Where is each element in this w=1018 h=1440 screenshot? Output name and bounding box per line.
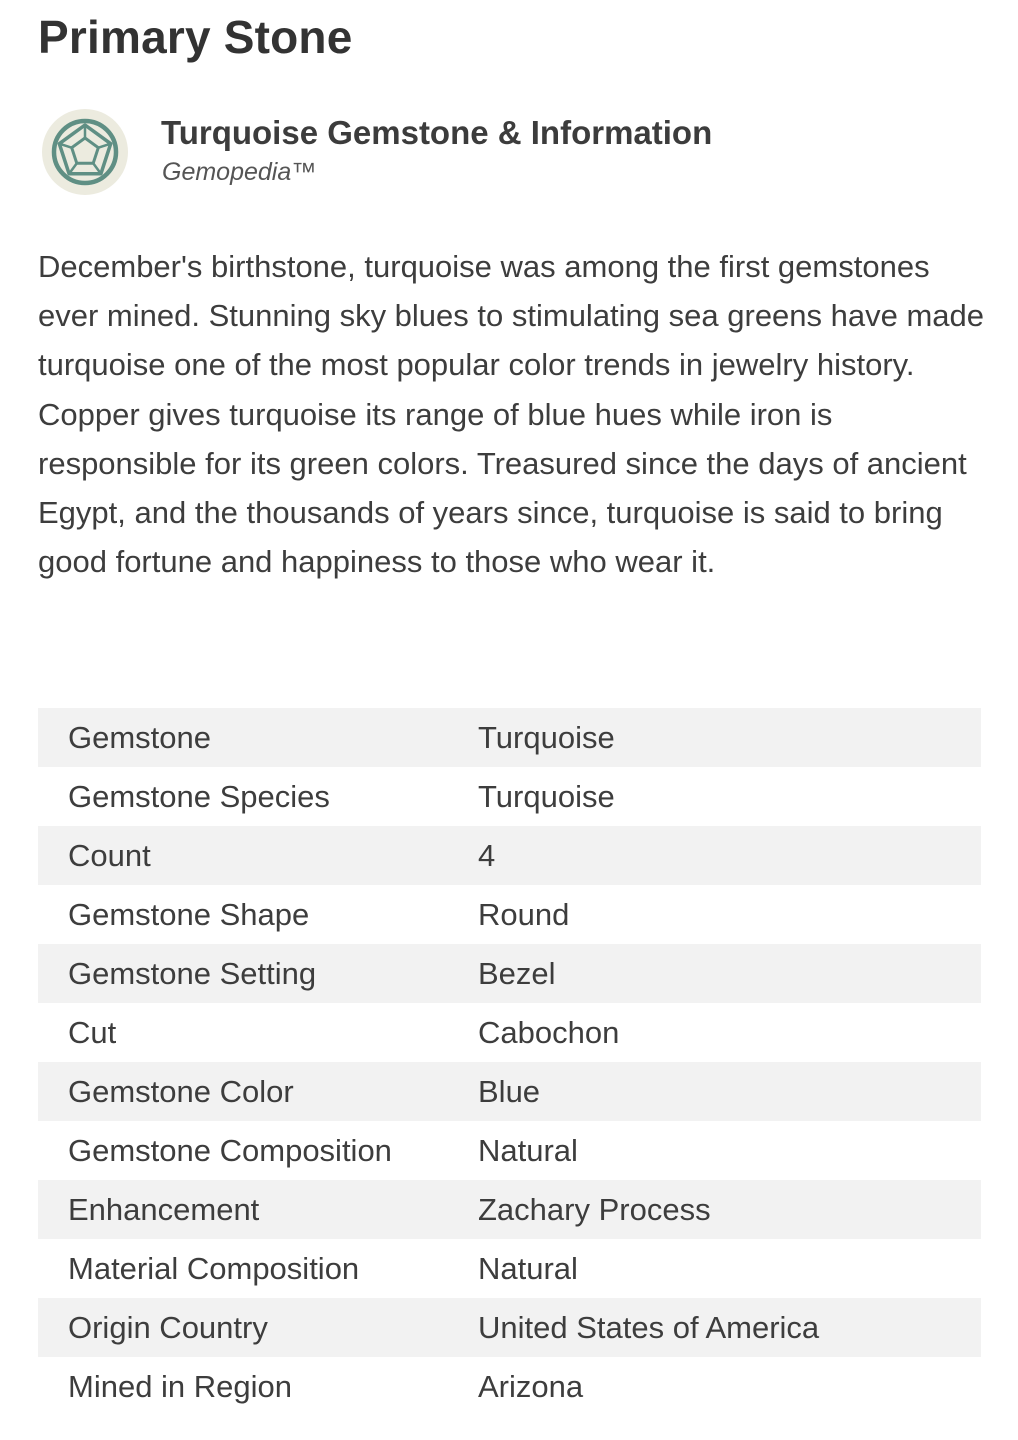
spec-value: Cabochon bbox=[478, 1014, 620, 1050]
table-row bbox=[38, 708, 981, 767]
spec-label: Origin Country bbox=[38, 1298, 478, 1357]
table-row bbox=[38, 1180, 981, 1239]
spec-label: Gemstone Species bbox=[68, 778, 330, 814]
spec-value: Natural bbox=[478, 1250, 578, 1286]
table-row bbox=[38, 1003, 981, 1062]
spec-label: Gemstone Setting bbox=[38, 944, 478, 1003]
spec-label: Mined in Region bbox=[68, 1368, 293, 1404]
stone-specs-table bbox=[38, 708, 981, 1416]
table-row bbox=[38, 826, 981, 885]
gemopedia-link[interactable] bbox=[38, 108, 981, 198]
spec-value: Zachary Process bbox=[478, 1180, 981, 1239]
table-row bbox=[38, 944, 981, 1003]
spec-value: 4 bbox=[478, 826, 981, 885]
spec-label: Gemstone Shape bbox=[68, 896, 310, 932]
section-title: Primary Stone bbox=[38, 11, 353, 63]
spec-label: Enhancement bbox=[38, 1180, 478, 1239]
table-row bbox=[38, 885, 981, 944]
spec-label: Material Composition bbox=[68, 1250, 360, 1286]
spec-value: Bezel bbox=[478, 944, 981, 1003]
gemopedia-title[interactable]: Turquoise Gemstone & Information bbox=[161, 114, 713, 151]
table-row bbox=[38, 1357, 981, 1416]
spec-label: Gemstone bbox=[38, 708, 478, 767]
spec-label: Gemstone Composition bbox=[68, 1132, 392, 1168]
spec-label: Gemstone Color bbox=[38, 1062, 478, 1121]
spec-value: United States of America bbox=[478, 1298, 981, 1357]
table-row bbox=[38, 1298, 981, 1357]
table-row bbox=[38, 767, 981, 826]
spec-value: Turquoise bbox=[478, 778, 615, 814]
table-row bbox=[38, 1121, 981, 1180]
stone-description: December's birthstone, turquoise was among the first gemstones ever mined. Stunning sky blues to stimulating sea greens have made turquoise one of the most popular color trends in jewelry history. Copper gives turquoise its range of blue hues while iron is responsible for its green colors. Treasured since the days of ancient Egypt, and the thousands of years since, turquoise is said to bring good fortune and happiness to those who wear it. bbox=[38, 249, 985, 580]
pentagon-gem-icon bbox=[42, 109, 128, 195]
spec-label: Cut bbox=[68, 1014, 117, 1050]
table-row bbox=[38, 1062, 981, 1121]
gemopedia-subtitle: Gemopedia™ bbox=[162, 158, 317, 186]
spec-value: Blue bbox=[478, 1062, 981, 1121]
spec-value: Natural bbox=[478, 1132, 578, 1168]
spec-label: Count bbox=[38, 826, 478, 885]
spec-value: Round bbox=[478, 896, 570, 932]
table-row bbox=[38, 1239, 981, 1298]
spec-value: Arizona bbox=[478, 1368, 584, 1404]
spec-value: Turquoise bbox=[478, 708, 981, 767]
